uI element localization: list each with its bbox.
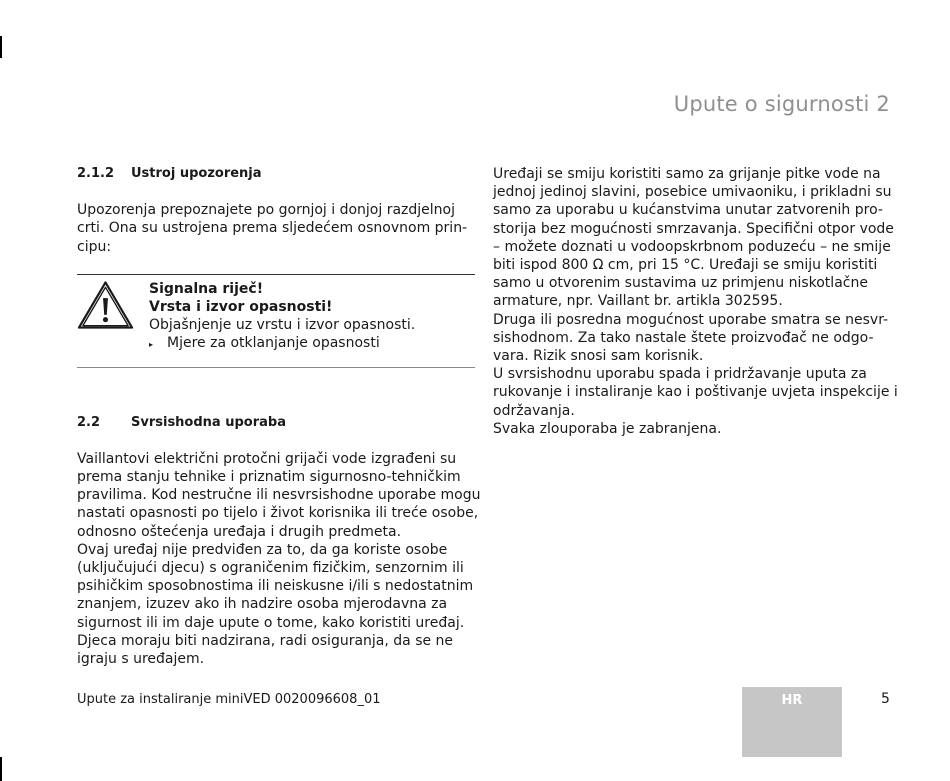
text-line: crti. Ona su ustrojena prema sljedećem osnovnom prin- [77,220,468,237]
section-title: Ustroj upozorenja [131,166,262,181]
text-line: biti ispod 800 Ω cm, pri 15 °C. Uređaji se smiju koristiti [493,257,878,274]
usage-paragraph-2 [493,311,893,366]
usage-paragraph-3 [493,365,898,420]
section-number: 2.2 [77,414,101,430]
intro-paragraph [77,201,475,256]
intended-use-paragraph-3 [77,632,475,668]
text-line: samo u otvorenim sustavima uz primjenu niskotlačne [493,275,868,292]
text-line: pravilima. Kod nestručne ili nesvrsishodne uporabe mogu [77,487,481,504]
text-line: U svrsishodnu uporabu spada i pridržavanje uputa za [493,366,867,383]
usage-paragraph-4 [493,420,893,438]
footer-document-title: Upute za instaliranje miniVED 0020096608_01 [77,692,381,707]
text-line: psihičkim sposobnostima ili neiskusne i/ili s nedostatnim [77,578,474,595]
page-number: 5 [881,691,890,707]
text-line: Uređaji se smiju koristiti samo za grijanje pitke vode na [493,166,881,182]
text-line: vara. Rizik snosi sam korisnik. [493,348,704,365]
bullet-arrow-icon: ▸ [149,340,154,350]
text-line: (uključujući djecu) s ograničenim fizičkim, senzornim ili [77,560,464,577]
language-tab [742,687,842,757]
text-line: znanjem, izuzev ako ih nadzire osoba mjerodavna za [77,596,448,613]
crop-mark-bottom [0,757,2,781]
text-line: cipu: [77,238,112,255]
text-line: Djeca moraju biti nadzirana, radi osiguranja, da se ne [77,632,454,649]
warning-example-box [77,274,475,368]
text-line: storija bez mogućnosti smrzavanja. Specifični otpor vode [493,220,894,237]
section-number: 2.1.2 [77,166,115,181]
text-line: Svaka zlouporaba je zabranjena. [493,420,722,437]
text-line: rukovanje i instaliranje kao i poštivanje uvjeta inspekcije i [493,384,898,401]
section-title: Svrsishodna uporaba [131,414,286,430]
warning-triangle-icon [77,280,134,330]
hazard-source: Vrsta i izvor opasnosti! [149,299,333,316]
section-heading-2-1-2 [77,165,475,183]
text-line: sigurnost ili im daje upute o tome, kako koristiti uređaj. [77,614,465,631]
intended-use-paragraph-1 [77,450,481,541]
warning-text [149,280,475,355]
usage-paragraph-1 [493,165,893,311]
text-line: Druga ili posredna mogućnost uporabe smatra se nesvr- [493,311,889,328]
text-line: Vaillantovi električni protočni grijači vode izgrađeni su [77,450,457,467]
page-header-title: Upute o sigurnosti 2 [673,92,890,116]
text-line: samo za uporabu u kućanstvima unutar zatvorenih pro- [493,202,883,219]
signal-word: Signalna riječ! [149,280,264,297]
section-heading-2-2 [77,414,475,432]
left-column [77,165,481,668]
intended-use-paragraph-2 [77,541,475,632]
right-column [493,165,898,438]
crop-mark-top [0,36,2,58]
text-line: odnosno oštećenja uređaja i drugih predmeta. [77,523,402,540]
text-line: – možete doznati u vodoopskrbnom poduzeću – ne smije [493,238,891,255]
text-line: igraju s uređajem. [77,651,205,668]
measure-text: Mjere za otklanjanje opasnosti [167,335,380,352]
text-line: Ovaj uređaj nije predviđen za to, da ga koriste osobe [77,541,448,558]
hazard-explanation: Objašnjenje uz vrstu i izvor opasnosti. [149,317,416,334]
text-line: jednoj jedinoj slavini, posebice umivaoniku, i prikladni su [493,184,892,201]
text-line: nastati opasnosti po tijelo i život korisnika ili treće osobe, [77,505,479,522]
language-code: HR [781,693,803,708]
measure-item [149,334,475,354]
text-line: održavanja. [493,402,575,419]
text-line: prema stanju tehnike i priznatim sigurnosno-tehničkim [77,469,461,486]
text-line: armature, npr. Vaillant br. artikla 302595. [493,293,783,310]
text-line: Upozorenja prepoznajete po gornjoj i donjoj razdjelnoj [77,202,456,219]
text-line: sishodnom. Za tako nastale štete proizvođač ne odgo- [493,329,874,346]
